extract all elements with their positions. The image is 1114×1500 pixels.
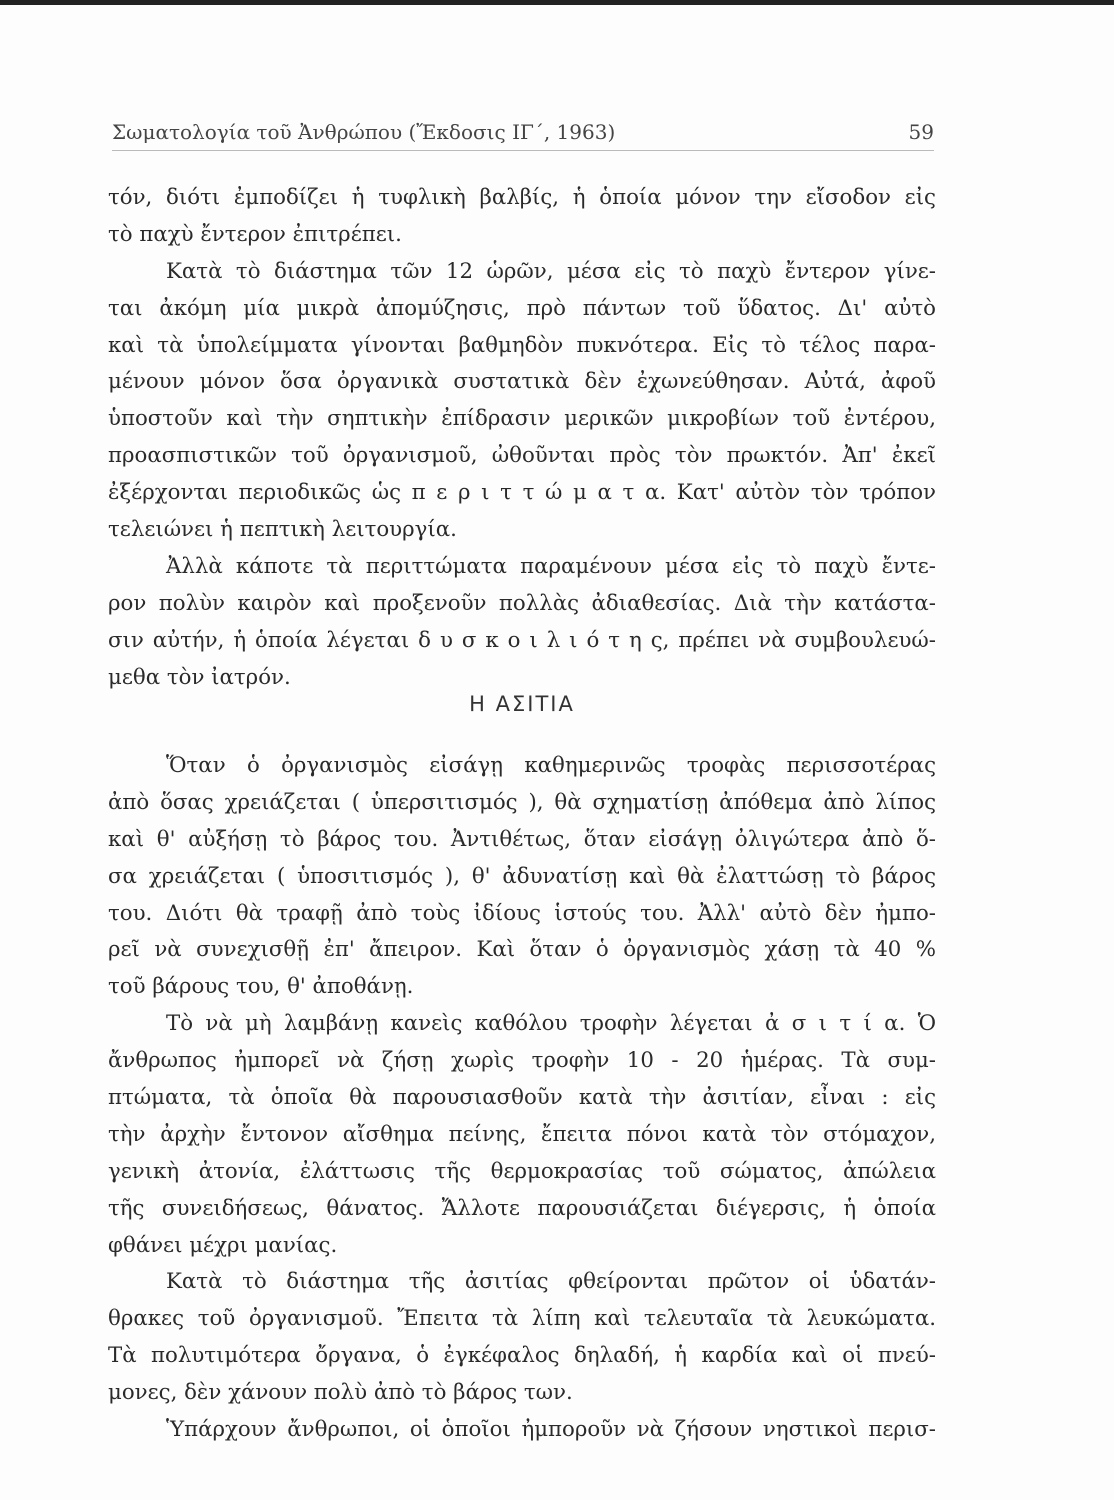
header-rule (112, 150, 934, 151)
text-line: ρεῖ νὰ συνεχισθῇ ἐπ' ἄπειρον. Καὶ ὅταν ὁ ὀργανισμὸς χάσῃ τὰ 40 % (108, 937, 936, 963)
text-line: πτώματα, τὰ ὁποῖα θὰ παρουσιασθοῦν κατὰ τὴν ἀσιτίαν, εἶναι : εἰς (108, 1085, 936, 1111)
text-line: Ὑπάρχουν ἄνθρωποι, οἱ ὁποῖοι ἠμποροῦν νὰ ζήσουν νηστικοὶ περισ- (166, 1417, 936, 1443)
page-number: 59 (908, 120, 934, 144)
text-line: φθάνει μέχρι μανίας. (108, 1232, 338, 1258)
text-line: ἐξέρχονται περιοδικῶς ὡς π ε ρ ι τ τ ώ μ α τ α. Κατ' αὐτὸν τὸν τρόπον (108, 480, 936, 506)
scan-top-edge (0, 0, 1114, 5)
text-line: Ὅταν ὁ ὀργανισμὸς εἰσάγῃ καθημερινῶς τροφὰς περισσοτέρας (166, 753, 936, 778)
text-line: σιν αὐτήν, ἡ ὁποία λέγεται δ υ σ κ ο ι λ ι ό τ η ς, πρέπει νὰ συμβουλευώ- (108, 627, 936, 653)
text-line: γενικὴ ἀτονία, ἐλάττωσις τῆς θερμοκρασίας τοῦ σώματος, ἀπώλεια (108, 1158, 936, 1184)
header-title: Σωματολογία τοῦ Ἀνθρώπου (Ἔκδοσις ΙΓ΄, 1963) (112, 120, 616, 144)
text-line: Τὰ πολυτιμότερα ὄργανα, ὁ ἐγκέφαλος δηλαδή, ἡ καρδία καὶ οἱ πνεύ- (108, 1343, 936, 1369)
text-line: μεθα τὸν ἰατρόν. (108, 664, 291, 690)
text-line: σα χρειάζεται ( ὑποσιτισμός ), θ' ἀδυνατίσῃ καὶ θὰ ἐλαττώσῃ τὸ βάρος (108, 863, 936, 889)
text-line: Κατὰ τὸ διάστημα τῶν 12 ὡρῶν, μέσα εἰς τὸ παχὺ ἔντερον γίνε- (166, 258, 936, 284)
running-header (112, 120, 934, 146)
text-line: θρακες τοῦ ὀργανισμοῦ. Ἔπειτα τὰ λίπη καὶ τελευταῖα τὰ λευκώματα. (108, 1306, 936, 1332)
text-line: τῆς συνειδήσεως, θάνατος. Ἄλλοτε παρουσιάζεται διέγερσις, ἡ ὁποία (108, 1195, 936, 1221)
text-line: προασπιστικῶν τοῦ ὀργανισμοῦ, ὠθοῦνται πρὸς τὸν πρωκτόν. Ἀπ' ἐκεῖ (108, 443, 936, 469)
text-line: Ἀλλὰ κάποτε τὰ περιττώματα παραμένουν μέσα εἰς τὸ παχὺ ἔντε- (166, 553, 936, 579)
text-line: ἀπὸ ὅσας χρειάζεται ( ὑπερσιτισμός ), θὰ σχηματίσῃ ἀπόθεμα ἀπὸ λίπος (108, 789, 936, 815)
section-digestion-text (108, 180, 936, 696)
text-line: Κατὰ τὸ διάστημα τῆς ἀσιτίας φθείρονται πρῶτον οἱ ὑδατάν- (166, 1269, 936, 1295)
text-line: τὸ παχὺ ἔντερον ἐπιτρέπει. (108, 221, 402, 247)
text-line: ὑποστοῦν καὶ τὴν σηπτικὴν ἐπίδρασιν μερικῶν μικροβίων τοῦ ἐντέρου, (108, 406, 936, 432)
text-line: μονες, δὲν χάνουν πολὺ ἀπὸ τὸ βάρος των. (108, 1380, 573, 1406)
text-line: του. Διότι θὰ τραφῇ ἀπὸ τοὺς ἰδίους ἱστούς του. Ἀλλ' αὐτὸ δὲν ἠμπο- (108, 900, 936, 926)
text-line: καὶ θ' αὐξήσῃ τὸ βάρος του. Ἀντιθέτως, ὅταν εἰσάγῃ ὀλιγώτερα ἀπὸ ὅ- (108, 826, 936, 852)
text-line: τόν, διότι ἐμποδίζει ἡ τυφλικὴ βαλβίς, ἡ ὁποία μόνον την εἴσοδον εἰς (108, 185, 936, 210)
text-line: τοῦ βάρους του, θ' ἀποθάνῃ. (108, 974, 414, 1000)
text-line: τελειώνει ἡ πεπτικὴ λειτουργία. (108, 517, 457, 543)
section-heading: Η ΑΣΙΤΙΑ (469, 692, 575, 716)
text-line: ἄνθρωπος ἠμπορεῖ νὰ ζήσῃ χωρὶς τροφὴν 10 - 20 ἡμέρας. Τὰ συμ- (108, 1048, 936, 1074)
text-line: μένουν μόνον ὅσα ὀργανικὰ συστατικὰ δὲν ἐχωνεύθησαν. Αὐτά, ἀφοῦ (108, 369, 936, 395)
text-line: ται ἀκόμη μία μικρὰ ἀπομύζησις, πρὸ πάντων τοῦ ὕδατος. Δι' αὐτὸ (108, 295, 936, 321)
text-line: Τὸ νὰ μὴ λαμβάνῃ κανεὶς καθόλου τροφὴν λέγεται ἀ σ ι τ ί α. Ὁ (166, 1011, 936, 1037)
text-line: ρον πολὺν καιρὸν καὶ προξενοῦν πολλὰς ἀδιαθεσίας. Διὰ τὴν κατάστα- (108, 590, 936, 616)
text-line: τὴν ἀρχὴν ἔντονον αἴσθημα πείνης, ἔπειτα πόνοι κατὰ τὸν στόμαχον, (108, 1121, 936, 1147)
section-asitia-text (108, 748, 936, 1449)
text-line: καὶ τὰ ὑπολείμματα γίνονται βαθμηδὸν πυκνότερα. Εἰς τὸ τέλος παρα- (108, 332, 936, 358)
